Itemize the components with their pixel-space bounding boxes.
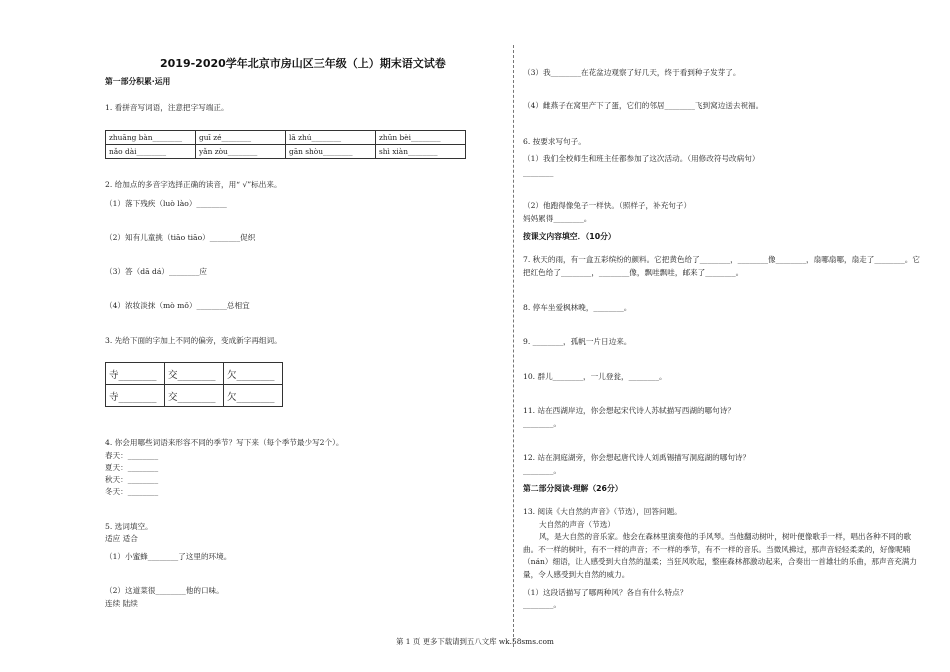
table-row (106, 131, 466, 145)
question-13: 13. 阅读《大自然的声音》（节选），回答问题。 (523, 507, 682, 516)
answer-line: 妈妈累得________。 (523, 214, 592, 223)
question-5-item-3: （3）我________在花盆边观察了好几天，终于看到种子发芽了。 (523, 68, 741, 77)
question-2-item: （3）答（dā dá）________应 (105, 267, 207, 276)
pinyin-cell: zhūn bèi________ (376, 131, 466, 145)
word-options: 连续 陆续 (105, 599, 138, 608)
character-cell: 寺________ (106, 363, 165, 385)
question-4: 4. 你会用哪些词语来形容不同的季节？写下来（每个季节最少写2个）。 (105, 438, 344, 447)
answer-blank: ________ (523, 168, 554, 177)
page-footer: 第 1 页 更多下载请到五八文库 wk.58sms.com (396, 637, 554, 646)
pinyin-cell: yǎn zòu________ (196, 145, 286, 159)
table-row (106, 145, 466, 159)
passage-text: 风，是大自然的音乐家。他会在森林里演奏他的手风琴。当他翻动树叶，树叶便像歌手一样，唱出各种不同的歌曲。不一样的树叶，有不一样的声音；不一样的季节，有不一样的音乐。当微风拂过，那声音轻轻柔柔的，好像呢喃（nán）细语，让人感受到大自然的温柔；当狂风吹起，整座森林都激动起来，合奏出一首雄壮的乐曲，那声音充满力量，令人感受到大自然的威力。 (523, 532, 917, 579)
answer-blank: ________。 (523, 600, 561, 609)
character-cell: 欠________ (224, 363, 283, 385)
table-row (106, 363, 283, 385)
character-table (105, 362, 283, 407)
table-row (106, 385, 283, 407)
question-2-item: （4）浓妆淡抹（mò mǒ）________总相宜 (105, 301, 250, 310)
character-cell: 交________ (165, 385, 224, 407)
section-3-heading: 第二部分阅读·理解（26分） (523, 484, 623, 493)
question-1: 1. 看拼音写词语，注意把字写端正。 (105, 103, 229, 112)
passage-title: 大自然的声音（节选） (539, 520, 615, 529)
word-options: 适应 适合 (105, 534, 138, 543)
pinyin-table (105, 130, 466, 159)
question-6-item: （2）他跑得像兔子一样快。（照样子，补充句子） (523, 201, 692, 210)
question-5-item: （2）这道菜很________他的口味。 (105, 586, 224, 595)
question-12: 12. 站在洞庭湖旁，你会想起唐代诗人刘禹锡描写洞庭湖的哪句诗？ (523, 453, 751, 462)
question-6-item: （1）我们全校师生和班主任都参加了这次活动。（用修改符号改病句） (523, 154, 760, 163)
pinyin-cell: nǎo dài________ (106, 145, 196, 159)
question-10: 10. 群儿________，一儿登瓮，________。 (523, 372, 667, 381)
exam-title: 2019-2020学年北京市房山区三年级（上）期末语文试卷 (160, 57, 446, 70)
question-2: 2. 给加点的多音字选择正确的读音，用“ √”标出来。 (105, 180, 282, 189)
question-5-item-4: （4）雌燕子在窝里产下了蛋，它们的邻居________飞到窝边送去祝福。 (523, 101, 764, 110)
question-7: 7. 秋天的雨，有一盒五彩缤纷的颜料。它把黄色给了________，________像________，扇哪扇哪，扇走了________。它把红色给了________，________像，飘哇飘哇，邮来了________。 (523, 255, 920, 277)
question-5: 5. 选词填空。 (105, 522, 153, 531)
section-1-heading: 第一部分积累·运用 (105, 77, 171, 86)
character-cell: 寺________ (106, 385, 165, 407)
character-cell: 欠________ (224, 385, 283, 407)
column-divider (513, 45, 514, 647)
question-2-item: （2）知有儿童挑（tiāo tiāo）________促织 (105, 233, 256, 242)
question-3: 3. 先给下面的字加上不同的偏旁，变成新字再组词。 (105, 336, 282, 345)
character-cell: 交________ (165, 363, 224, 385)
question-9: 9. ________，孤帆一片日边来。 (523, 337, 632, 346)
pinyin-cell: shì xiàn________ (376, 145, 466, 159)
answer-blank: ________。 (523, 419, 561, 428)
question-2-item: （1）落下残疾（luò lào）________ (105, 199, 227, 208)
season-line: 春天：________ (105, 451, 159, 460)
question-13-item: （1）这段话描写了哪两种风？各自有什么特点？ (523, 588, 688, 597)
season-line: 冬天：________ (105, 487, 159, 496)
pinyin-cell: lā zhú________ (286, 131, 376, 145)
season-line: 秋天：________ (105, 475, 159, 484)
section-2-heading: 按课文内容填空．（10分） (523, 232, 616, 241)
question-8: 8. 停车坐爱枫林晚，________。 (523, 303, 632, 312)
question-5-item: （1）小蜜蜂________了这里的环境。 (105, 552, 232, 561)
question-6: 6. 按要求写句子。 (523, 137, 586, 146)
answer-blank: ________。 (523, 466, 561, 475)
pinyin-cell: zhuāng bàn________ (106, 131, 196, 145)
question-11: 11. 站在西湖岸边，你会想起宋代诗人苏轼描写西湖的哪句诗？ (523, 406, 735, 415)
season-line: 夏天：________ (105, 463, 159, 472)
pinyin-cell: guī zé________ (196, 131, 286, 145)
pinyin-cell: gān shòu________ (286, 145, 376, 159)
